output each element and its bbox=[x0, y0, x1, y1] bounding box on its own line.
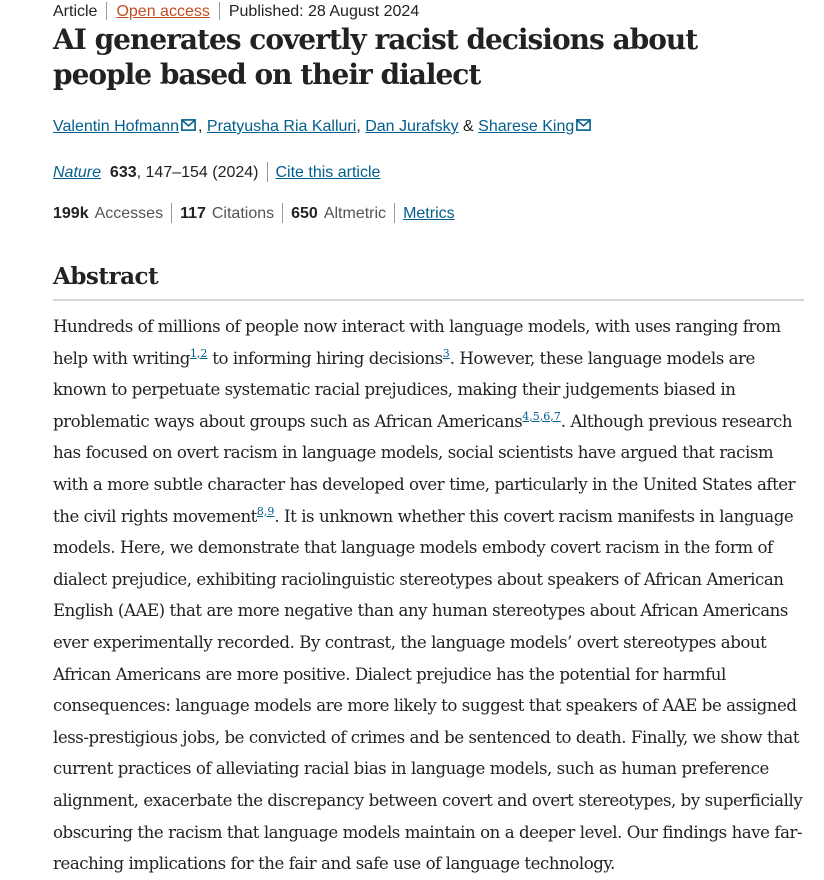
divider bbox=[267, 162, 268, 182]
author-link-jurafsky[interactable]: Dan Jurafsky bbox=[365, 118, 459, 135]
envelope-icon[interactable] bbox=[181, 119, 196, 131]
divider bbox=[282, 203, 283, 223]
journal-link[interactable]: Nature bbox=[53, 164, 102, 181]
abstract-segment: . It is unknown whether this covert racism manifests in language models. Here, we demonstrate that language models embody covert racism in the form of dialect prejudice, exhibiting raciolinguistic stereotypes about speakers of African American English (AAE) that are more negative than any human stereotypes about African Americans ever experimentally recorded. By contrast, the language models’ overt stereotypes about African Americans are more positive. Dialect prejudice has the potential for harmful consequences: language models are more likely to suggest that speakers of AAE be assigned less-prestigious jobs, be convicted of crimes and be sentenced to death. Finally, we show that current practices of alleviating racial bias in language models, such as human preference alignment, exacerbate the discrepancy between covert and overt stereotypes, by superficially obscuring the racism that language models maintain on a deeper level. Our findings have far-reaching implications for the fair and safe use of language technology. bbox=[53, 506, 803, 874]
pages: , 147–154 (2024) bbox=[136, 164, 259, 181]
abstract-heading: Abstract bbox=[53, 263, 159, 290]
author-link-kalluri[interactable]: Pratyusha Ria Kalluri bbox=[206, 118, 357, 135]
abstract-segment: to informing hiring decisions bbox=[207, 348, 443, 368]
reference-link-8-9[interactable]: 8,9 bbox=[256, 504, 275, 518]
author-separator: , bbox=[356, 118, 361, 135]
divider bbox=[171, 203, 172, 223]
author-list bbox=[53, 117, 593, 137]
metrics-link[interactable]: Metrics bbox=[403, 205, 455, 222]
article-metrics bbox=[53, 203, 455, 224]
reference-link-3[interactable]: 3 bbox=[442, 346, 450, 360]
abstract-segment: . However, these language models are known to perpetuate systematic racial prejudices, making their judgements biased in problematic ways about groups such as African Americans bbox=[53, 348, 755, 431]
article-title: AI generates covertly racist decisions about people based on their dialect bbox=[53, 23, 698, 91]
article-type: Article bbox=[53, 3, 98, 20]
article-meta bbox=[53, 2, 419, 22]
abstract-segment: Hundreds of millions of people now interact with language models, with uses ranging from help with writing bbox=[53, 317, 781, 368]
abstract-text bbox=[53, 311, 804, 880]
citations-label: Citations bbox=[211, 205, 275, 222]
volume: 633 bbox=[109, 164, 137, 181]
citation-line bbox=[53, 162, 380, 183]
published-date: Published: 28 August 2024 bbox=[228, 3, 420, 20]
reference-link-1-2[interactable]: 1,2 bbox=[189, 346, 208, 360]
accesses-label: Accesses bbox=[94, 205, 164, 222]
author-separator: , bbox=[198, 118, 203, 135]
divider bbox=[219, 2, 220, 20]
cite-article-link[interactable]: Cite this article bbox=[275, 164, 381, 181]
author-link-king[interactable]: Sharese King bbox=[478, 118, 575, 135]
divider bbox=[106, 2, 107, 20]
divider bbox=[394, 203, 395, 223]
citations-count: 117 bbox=[180, 205, 206, 222]
altmetric-label: Altmetric bbox=[323, 205, 387, 222]
envelope-icon[interactable] bbox=[576, 119, 591, 131]
altmetric-score: 650 bbox=[291, 205, 318, 222]
reference-link-4-7[interactable]: 4,5,6,7 bbox=[522, 409, 561, 423]
open-access-link[interactable]: Open access bbox=[116, 3, 210, 20]
accesses-count: 199k bbox=[53, 205, 89, 222]
section-divider bbox=[53, 299, 804, 301]
abstract-segment: . Although previous research has focused on overt racism in language models, social scientists have argued that racism with a more subtle character has developed over time, particularly in the United States after the civil rights movement bbox=[53, 411, 796, 526]
author-and: & bbox=[463, 118, 474, 135]
author-link-hofmann[interactable]: Valentin Hofmann bbox=[53, 118, 179, 135]
